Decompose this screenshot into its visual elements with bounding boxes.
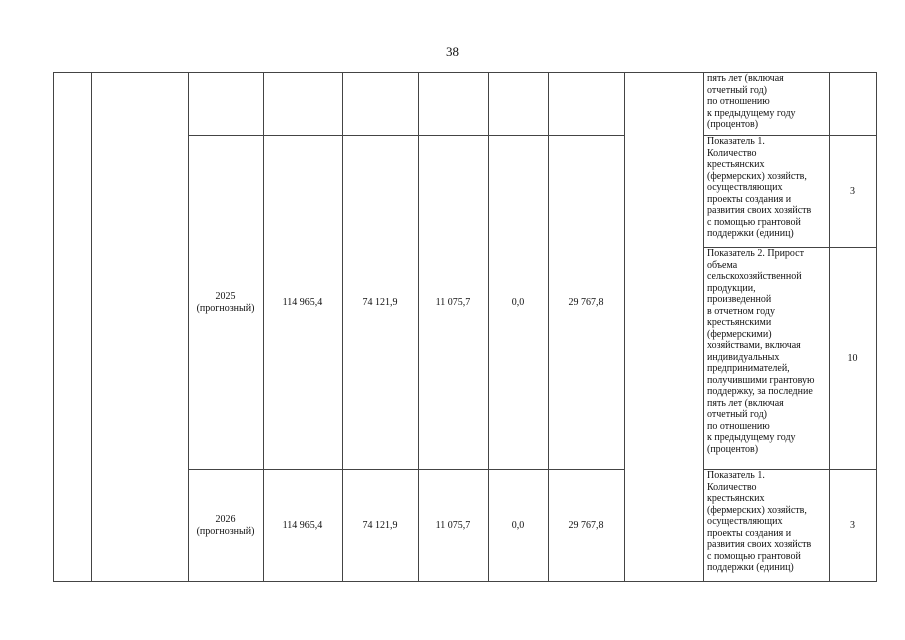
amount-cell: 11 075,7: [435, 519, 471, 531]
column-divider: [703, 72, 704, 582]
column-divider: [91, 72, 92, 582]
year-label: 2026 (прогнозный): [196, 513, 255, 537]
total-cell: 114 965,4: [282, 519, 323, 531]
column-divider: [53, 72, 54, 582]
amount-cell: 74 121,9: [362, 296, 398, 308]
amount-cell: 0,0: [511, 296, 525, 308]
indicator-value: 3: [850, 519, 855, 531]
amount-cell: 29 767,8: [568, 519, 604, 531]
page-number: 38: [446, 44, 459, 59]
year-cell: [188, 136, 263, 469]
indicator-value: 3: [850, 185, 855, 197]
column-divider: [624, 72, 625, 582]
indicator-value: 10: [847, 352, 858, 364]
amount-cell: 74 121,9: [362, 519, 398, 531]
total-cell: 114 965,4: [282, 296, 323, 308]
amount-cell: 11 075,7: [435, 296, 471, 308]
indicator-text: Показатель 1. Количество крестьянских (фермерских) хозяйств, осуществляющих проекты создания и развития своих хозяйств с помощью грантовой поддержки (единиц): [707, 136, 812, 239]
column-divider: [876, 72, 877, 582]
table-bottom-border: [53, 581, 876, 582]
year-label: 2025 (прогнозный): [196, 290, 255, 314]
year-cell: [188, 470, 263, 581]
amount-cell: 0,0: [511, 519, 525, 531]
indicator-text: Показатель 1. Количество крестьянских (фермерских) хозяйств, осуществляющих проекты создания и развития своих хозяйств с помощью грантовой поддержки (единиц): [707, 470, 812, 573]
amount-cell: 29 767,8: [568, 296, 604, 308]
indicator-text: Показатель 2. Прирост объема сельскохозяйственной продукции, произведенной в отчетном году крестьянскими (фермерскими) хозяйствами, включая индивидуальных предпринимателей, получившими грантовую поддержку, за последние пять лет (включая отчетный год) по отношению к предыдущему году (процентов): [707, 248, 815, 455]
indicator-continuation-text: пять лет (включая отчетный год) по отношению к предыдущему году (процентов): [707, 73, 796, 130]
